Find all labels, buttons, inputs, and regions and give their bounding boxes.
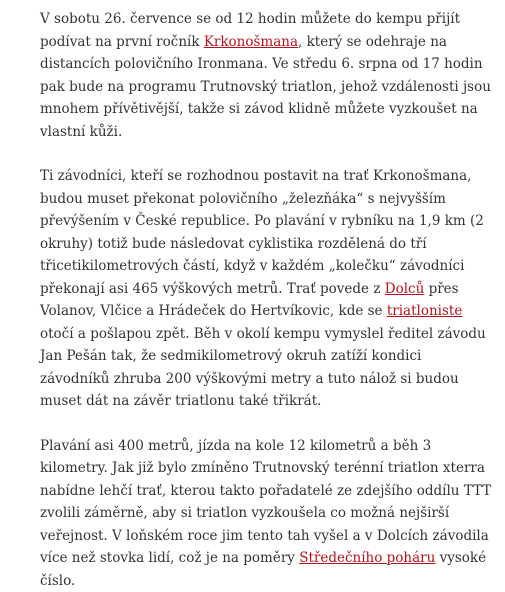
krkonosman-link[interactable]: Krkonošmana — [204, 34, 298, 50]
paragraph-text: Ti závodníci, kteří se rozhodnou postavit na trať Krkonošmana, budou muset překonat polovičního „železňáka“ s nejvyšším převýšením v České republice. Po plavání v rybníku na 1,9 km (2 okruhy) totiž bude následovat cyklistika rozdělená do tří třicetikilometrových částí, když v každém „kolečku“ závodníci překonají asi 465 výškových metrů. Trať povede z — [40, 168, 484, 297]
paragraph-3 — [40, 435, 495, 592]
paragraph-text: otočí a pošlapou zpět. Běh v okolí kempu vymyslel ředitel závodu Jan Pešán tak, že sedmikilometrový okruh zatíží kondici závodníků zhruba 200 výškovými metry a tuto nálož si budou muset dát na závěr triatlonu také třikrát. — [40, 326, 486, 410]
paragraph-text: , který se odehraje na distancích polovičního Ironmana. Ve středu 6. srpna od 17 hodin pak bude na programu Trutnovský triatlon, jehož vzdálenosti jsou mnohem přívětivější, takže si závod klidně můžete vyzkoušet na vlastní kůži. — [40, 34, 491, 140]
paragraph-2 — [40, 165, 495, 413]
paragraph-1 — [40, 8, 495, 143]
paragraph-text: Plavání asi 400 metrů, jízda na kole 12 kilometrů a běh 3 kilometry. Jak již bylo zmíněno Trutnovský terénní triatlon xterra nabídne lehčí trať, kterou takto pořadatelé ze zdejšího oddílu TTT zvolili záměrně, aby si triatlon vyzkoušela co možná nejširší veřejnost. V loňském roce jim tento tah vyšel a v Dolcích závodila více než stovka lidí, což je na poměry — [40, 438, 491, 567]
paragraph-text: přes Volanov, Vlčice a Hrádeček do Hertvíkovic, kde se — [40, 281, 459, 320]
paragraph-text: V sobotu 26. července se od 12 hodin můžete do kempu přijít podívat na první ročník — [40, 11, 460, 50]
paragraph-text: vysoké číslo. — [40, 550, 486, 589]
stredecni-pohar-link[interactable]: Středečního poháru — [299, 550, 435, 566]
triatloniste-link[interactable]: triatloniste — [387, 303, 462, 319]
dolcu-link[interactable]: Dolců — [385, 281, 425, 297]
